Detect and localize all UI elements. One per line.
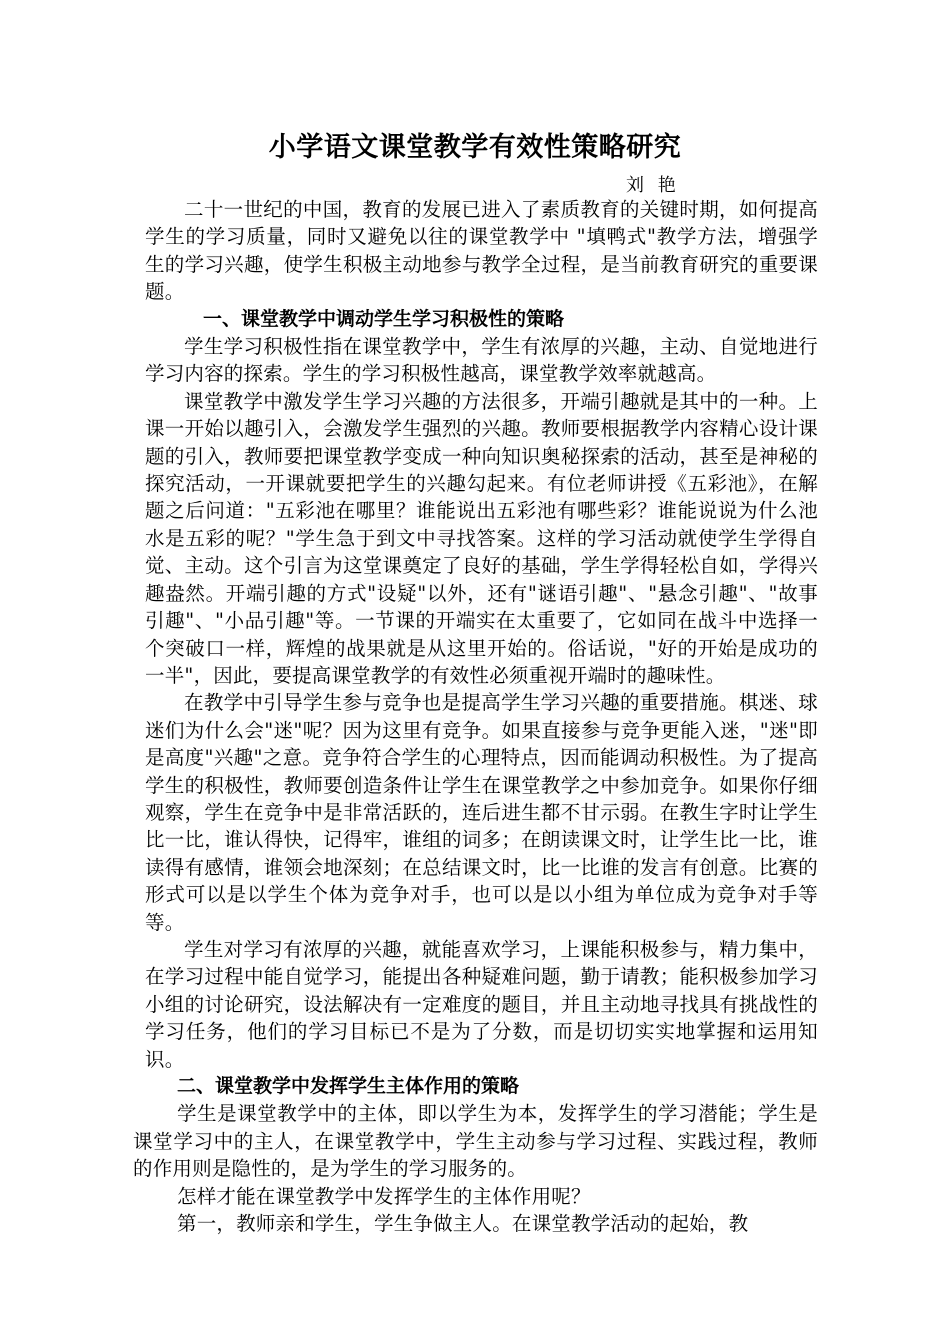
paragraph-2-3: 第一，教师亲和学生，学生争做主人。在课堂教学活动的起始，教 [177, 1212, 749, 1236]
author-name: 刘 艳 [626, 175, 680, 196]
paragraph-2-1: 学生是课堂教学中的主体，即以学生为本，发挥学生的学习潜能；学生是课堂学习中的主人，在课堂教学中，学生主动参与学习过程、实践过程，教师的作用则是隐性的，是为学生的学习服务的。 [133, 1102, 818, 1181]
paragraph-2-2: 怎样才能在课堂教学中发挥学生的主体作用呢？ [177, 1184, 591, 1208]
paragraph-1-4: 学生对学习有浓厚的兴趣，就能喜欢学习，上课能积极参与，精力集中，在学习过程中能自觉学习，能提出各种疑难问题，勤于请教；能积极参加学习小组的讨论研究，设法解决有一定难度的题目，并且主动地寻找具有挑战性的学习任务，他们的学习目标已不是为了分数，而是切切实实地掌握和运用知识。 [145, 937, 818, 1071]
document-body [133, 196, 818, 1237]
section-heading-1: 一、课堂教学中调动学生学习积极性的策略 [203, 307, 565, 330]
paragraph-1-1: 学生学习积极性指在课堂教学中，学生有浓厚的兴趣，主动、自觉地进行学习内容的探索。学生的学习积极性越高，课堂教学效率就越高。 [145, 335, 818, 386]
document-title: 小学语文课堂教学有效性策略研究 [268, 132, 682, 163]
intro-paragraph: 二十一世纪的中国，教育的发展已进入了素质教育的关键时期，如何提高学生的学习质量，同时又避免以往的课堂教学中 "填鸭式"教学方法，增强学生的学习兴趣，使学生积极主动地参与教学全过程，是当前教育研究的重要课题。 [145, 198, 818, 304]
paragraph-1-3: 在教学中引导学生参与竞争也是提高学生学习兴趣的重要措施。棋迷、球迷们为什么会"迷"呢？因为这里有竞争。如果直接参与竞争更能入迷，"迷"即是高度"兴趣"之意。竞争符合学生的心理特点，因而能调动积极性。为了提高学生的积极性，教师要创造条件让学生在课堂教学之中参加竞争。如果你仔细观察，学生在竞争中是非常活跃的，连后进生都不甘示弱。在教生字时让学生比一比，谁认得快，记得牢，谁组的词多；在朗读课文时，让学生比一比，谁读得有感情，谁领会地深刻；在总结课文时，比一比谁的发言有创意。比赛的形式可以是以学生个体为竞争对手，也可以是以小组为单位成为竞争对手等等。 [145, 691, 818, 934]
section-heading-2: 二、课堂教学中发挥学生主体作用的策略 [177, 1075, 520, 1097]
paragraph-1-2: 课堂教学中激发学生学习兴趣的方法很多，开端引趣就是其中的一种。上课一开始以趣引入，会激发学生强烈的兴趣。教师要根据教学内容精心设计课题的引入，教师要把课堂教学变成一种向知识奥秘探索的活动，甚至是神秘的探究活动，一开课就要把学生的兴趣勾起来。有位老师讲授《五彩池》，在解题之后问道："五彩池在哪里？谁能说出五彩池有哪些彩？谁能说说为什么池水是五彩的呢？"学生急于到文中寻找答案。这样的学习活动就使学生学得自觉、主动。这个引言为这堂课奠定了良好的基础，学生学得轻松自如，学得兴趣盎然。开端引趣的方式"设疑"以外，还有"谜语引趣"、"悬念引趣"、"故事引趣"、"小品引趣"等。一节课的开端实在太重要了，它如同在战斗中选择一个突破口一样，辉煌的战果就是从这里开始的。俗话说，"好的开始是成功的一半"，因此，要提高课堂教学的有效性必须重视开端时的趣味性。 [145, 389, 818, 687]
